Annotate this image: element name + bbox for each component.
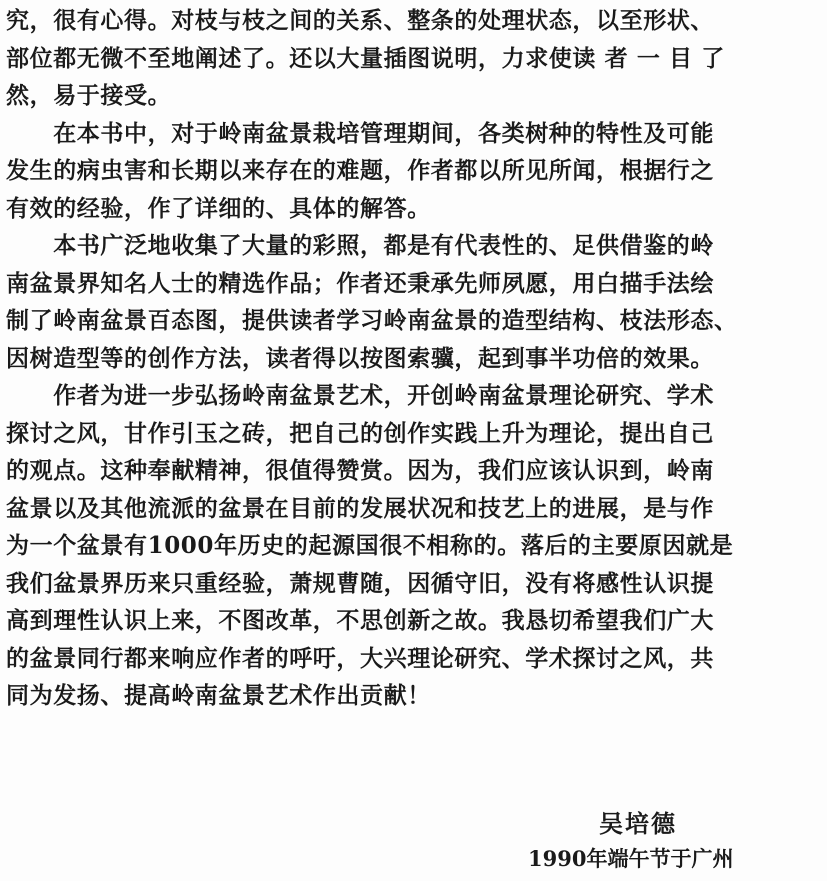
text-line: 本书广泛地收集了大量的彩照，都是有代表性的、足供借鉴的岭	[6, 232, 714, 259]
text-line: 有效的经验，作了详细的、具体的解答。	[6, 194, 431, 222]
body-text	[6, 2, 816, 715]
text-line: 在本书中，对于岭南盆景栽培管理期间，各类树种的特性及可能	[6, 119, 714, 147]
text-line: 为一个盆景有1000年历史的起源国很不相称的。落后的主要原因就是	[6, 532, 734, 559]
text-line: 因树造型等的创作方法，读者得以按图索骥，起到事半功倍的效果。	[6, 344, 714, 372]
signing-date: 1990年端午节于广州	[528, 846, 734, 871]
text-line: 盆景以及其他流派的盆景在目前的发展状况和技艺上的进展，是与作	[6, 494, 714, 522]
text-line: 南盆景界知名人士的精选作品；作者还秉承先师夙愿，用白描手法绘	[6, 269, 714, 297]
text-line: 的盆景同行都来响应作者的呼吁，大兴理论研究、学术探讨之风，共	[6, 644, 714, 672]
text-line: 高到理性认识上来，不图改革，不思创新之故。我恳切希望我们广大	[6, 607, 714, 634]
text-line: 我们盆景界历来只重经验，萧规曹随，因循守旧，没有将感性认识提	[6, 569, 714, 597]
text-line: 发生的病虫害和长期以来存在的难题，作者都以所见所闻，根据行之	[6, 157, 714, 184]
author-signature: 吴培德	[599, 809, 677, 838]
text-line: 究，很有心得。对枝与枝之间的关系、整条的处理状态，以至形状、	[6, 7, 714, 34]
text-line: 的观点。这种奉献精神，很值得赞赏。因为，我们应该认识到，岭南	[6, 457, 714, 484]
text-line: 制了岭南盆景百态图，提供读者学习岭南盆景的造型结构、枝法形态、	[6, 307, 738, 334]
text-line: 部位都无微不至地阐述了。还以大量插图说明，力求使读 者 一 目 了	[6, 44, 725, 72]
text-line: 同为发扬、提高岭南盆景艺术作出贡献！	[6, 682, 431, 709]
text-line: 探讨之风，甘作引玉之砖，把自己的创作实践上升为理论，提出自己	[6, 419, 714, 447]
text-line: 作者为进一步弘扬岭南盆景艺术，开创岭南盆景理论研究、学术	[6, 382, 714, 409]
text-line: 然，易于接受。	[6, 82, 172, 109]
